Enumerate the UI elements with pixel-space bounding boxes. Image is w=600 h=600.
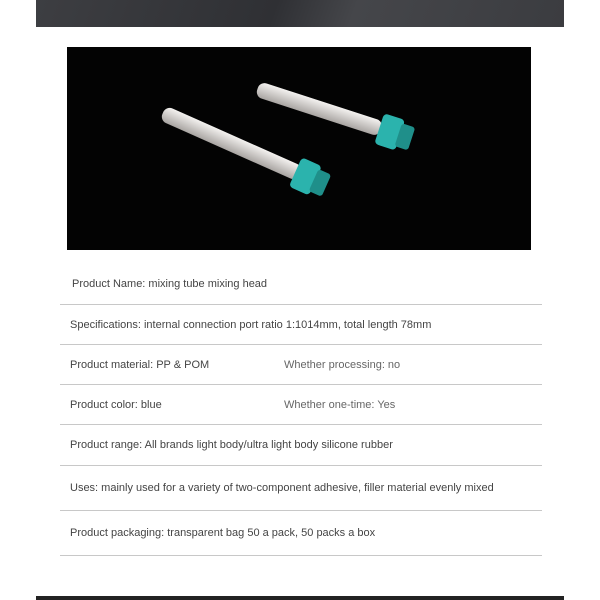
whether-processing: Whether processing: no <box>284 358 401 371</box>
product-name: Product Name: mixing tube mixing head <box>72 278 268 290</box>
spec-row-name <box>60 264 542 305</box>
uses: Uses: mainly used for a variety of two-component adhesive, filler material evenly mixed <box>70 482 494 494</box>
spec-row-specifications <box>60 305 542 345</box>
product-range: Product range: All brands light body/ultra light body silicone rubber <box>70 439 393 451</box>
specifications: Specifications: internal connection port ratio 1:1014mm, total length 78mm <box>70 318 432 331</box>
bottom-bar <box>36 596 564 600</box>
product-photo <box>67 47 531 250</box>
spec-row-uses <box>60 466 542 511</box>
mixing-tubes-image <box>67 47 531 250</box>
product-packaging: Product packaging: transparent bag 50 a pack, 50 packs a box <box>70 527 376 539</box>
spec-row-packaging <box>60 511 542 556</box>
top-banner <box>36 0 564 27</box>
product-material: Product material: PP & POM <box>70 358 210 371</box>
spec-row-material <box>60 345 542 385</box>
product-color: Product color: blue <box>70 398 162 411</box>
spec-row-color <box>60 385 542 425</box>
spec-row-range <box>60 425 542 466</box>
whether-one-time: Whether one-time: Yes <box>284 398 396 411</box>
